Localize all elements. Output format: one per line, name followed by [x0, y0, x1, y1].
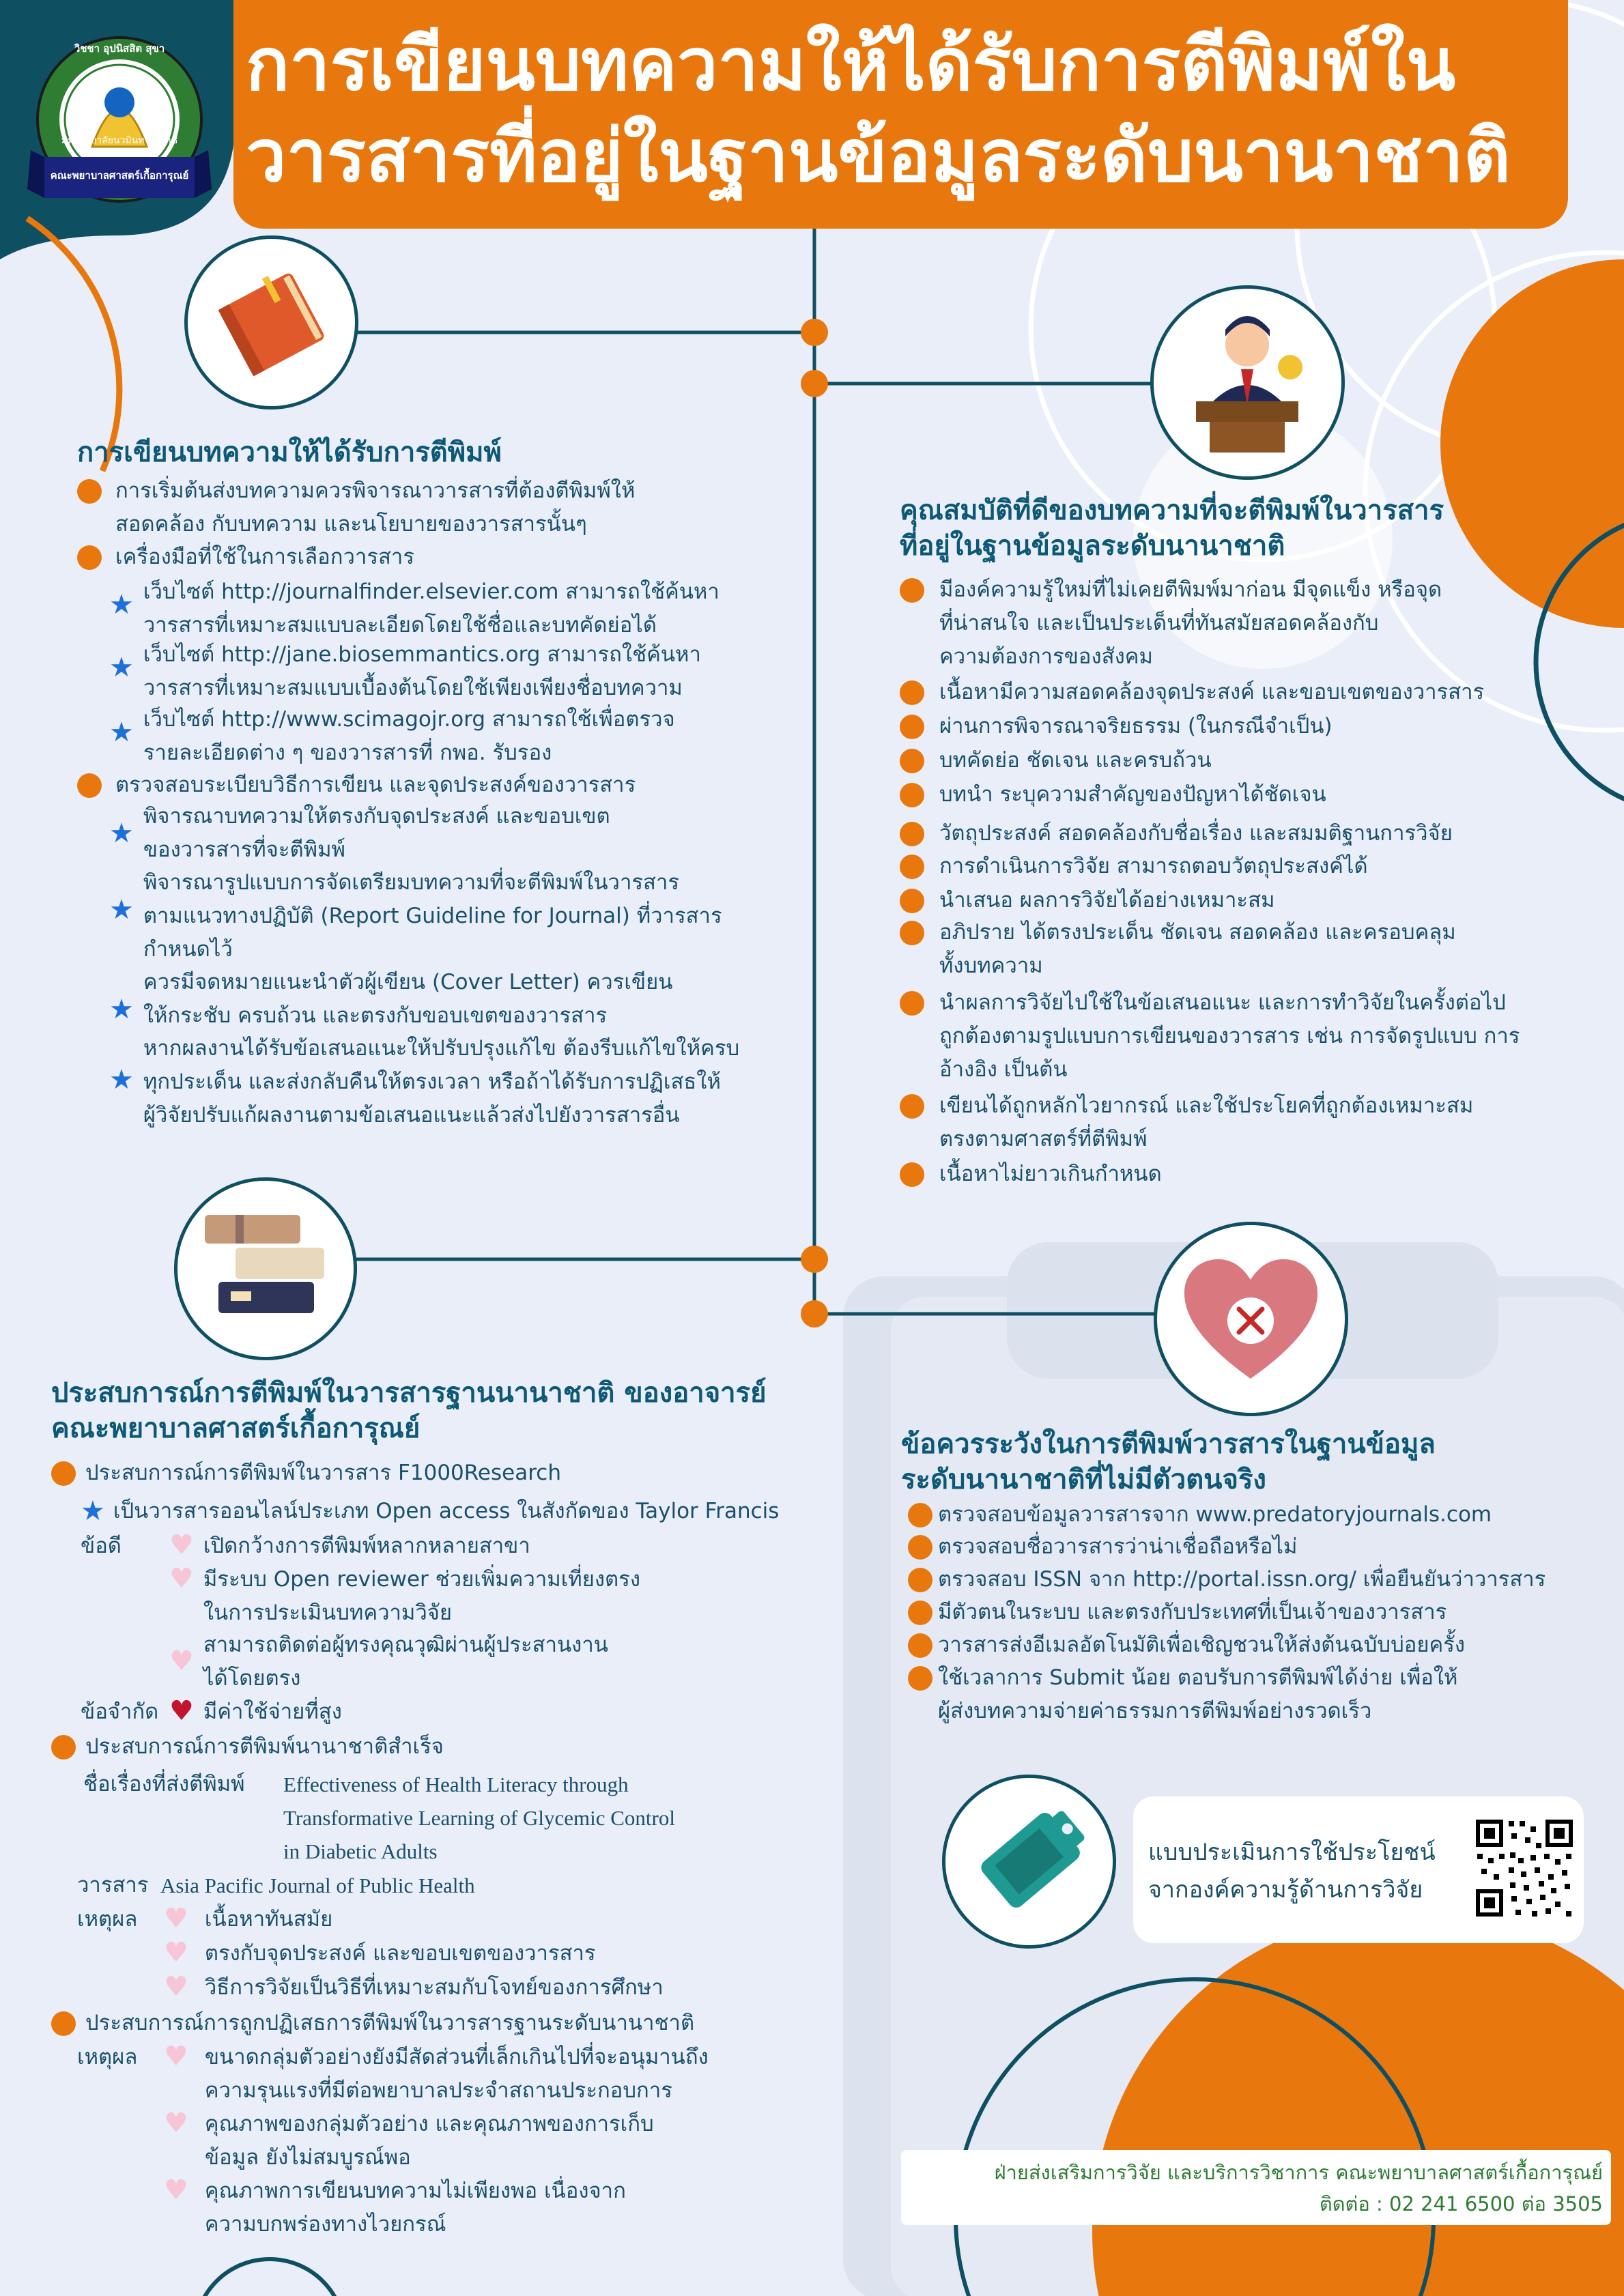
bullet-dot-icon	[908, 1503, 932, 1527]
list-item: ★ เว็บไซต์ http://journalfinder.elsevier.com สามารถใช้ค้นหา วารสารที่เหมาะสมแบบละเอียดโดยใช้ชื่อและบทคัดย่อได้	[109, 579, 720, 637]
bullet-dot-icon	[900, 578, 924, 603]
star-icon: ★	[81, 1495, 105, 1527]
advantages-label: ข้อดี	[81, 1534, 122, 1558]
logo-emblem-icon	[24, 31, 215, 222]
journal-name: Asia Pacific Journal of Public Health	[160, 1874, 475, 1897]
survey-box[interactable]	[1133, 1796, 1584, 1943]
bullet-dot-icon	[900, 1094, 924, 1119]
bullet-dot-icon	[900, 680, 924, 705]
heart-icon: ♥	[169, 1530, 194, 1561]
list-item: ประสบการณ์การตีพิมพ์นานาชาติสำเร็จ	[51, 1730, 802, 1764]
survey-text: แบบประเมินการใช้ประโยชน์ จากองค์ความรู้ด้านการวิจัย	[1148, 1839, 1436, 1904]
list-item: ♥ ตรงกับจุดประสงค์ และขอบเขตของวารสาร	[164, 1937, 596, 1968]
broken-heart-icon	[1154, 1222, 1348, 1416]
list-item: ตรวจสอบข้อมูลวารสารจาก www.predatoryjournals.com	[908, 1498, 1591, 1532]
list-item: ♥ เปิดกว้างการตีพิมพ์หลากหลายสาขา	[169, 1530, 530, 1561]
bullet-dot-icon	[900, 715, 924, 739]
star-icon: ★	[109, 894, 134, 925]
bullet-dot-icon	[77, 545, 102, 570]
list-item: ★ พิจารณาบทความให้ตรงกับจุดประสงค์ และขอบเขต ของวารสารที่จะตีพิมพ์	[109, 804, 610, 862]
bullet-dot-icon	[77, 773, 102, 798]
list-item: ♥ คุณภาพของกลุ่มตัวอย่าง และคุณภาพของการเก็บ ข้อมูล ยังไม่สมบูรณ์พอ	[164, 2108, 654, 2170]
bullet-dot-icon	[908, 1666, 932, 1691]
list-item: การเริ่มต้นส่งบทความควรพิจารณาวารสารที่ต้องตีพิมพ์ให้ สอดคล้อง กับบทความ และนโยบายของวารสารนั้นๆ	[77, 474, 794, 541]
list-item: ♥ วิธีการวิจัยเป็นวิธีที่เหมาะสมกับโจทย์ของการศึกษา	[164, 1971, 664, 2003]
list-item: บทคัดย่อ ชัดเจน และครบถ้วน	[900, 744, 1582, 777]
star-icon: ★	[109, 589, 134, 620]
books-stack-icon	[174, 1177, 357, 1360]
paper-title: Effectiveness of Health Literacy through Transformative Learning of Glycemic Control in Diabetic Adults	[283, 1773, 675, 1863]
list-item: ★ พิจารณารูปแบบการจัดเตรียมบทความที่จะตีพิมพ์ในวารสาร ตามแนวทางปฏิบัติ (Report Guideline for Journal) ที่วารสาร กำหนดไว้	[109, 870, 722, 962]
speaker-icon	[1150, 285, 1345, 480]
list-item: ใช้เวลาการ Submit น้อย ตอบรับการตีพิมพ์ได้ง่าย เพื่อให้ ผู้ส่งบทความจ่ายค่าธรรมการตีพิมพ์อย่างรวดเร็ว	[908, 1661, 1591, 1728]
list-item: นำเสนอ ผลการวิจัยได้อย่างเหมาะสม	[900, 884, 1582, 917]
list-item: ตรวจสอบ ISSN จาก http://portal.issn.org/ เพื่อยืนยันว่าวารสาร	[908, 1563, 1597, 1596]
footer-box	[901, 2150, 1611, 2225]
heart-icon: ♥	[169, 1646, 194, 1677]
heart-icon: ♥	[164, 2108, 188, 2139]
bullet-dot-icon	[900, 749, 924, 773]
star-icon: ★	[109, 994, 134, 1025]
bullet-dot-icon	[908, 1535, 932, 1560]
star-icon: ★	[109, 717, 134, 748]
section-writing-heading: การเขียนบทความให้ได้รับการตีพิมพ์	[77, 437, 502, 468]
list-item: ★ หากผลงานได้รับข้อเสนอแนะให้ปรับปรุงแก้ไข ต้องรีบแก้ไขให้ครบ ทุกประเด็น และส่งกลับคืนให้ตรงเวลา หรือถ้าได้รับการปฏิเสธให้ ผู้วิจัยปรับแก้ผลงานตามข้อเสนอแนะแล้วส่งไปยังวารสารอื่น	[109, 1036, 740, 1128]
star-icon: ★	[109, 1064, 134, 1095]
limitations-label: ข้อจำกัด	[81, 1699, 159, 1724]
section-qualities-heading: คุณสมบัติที่ดีของบทความที่จะตีพิมพ์ในวารสาร ที่อยู่ในฐานข้อมูลระดับนานาชาติ	[900, 495, 1444, 562]
list-item: การดำเนินการวิจัย สามารถตอบวัตถุประสงค์ได้	[900, 850, 1582, 883]
timeline-node	[801, 319, 828, 346]
list-item: ★ เป็นวารสารออนไลน์ประเภท Open access ในสังกัดของ Taylor Francis	[81, 1495, 780, 1527]
list-item: ♥ ขนาดกลุ่มตัวอย่างยังมีสัดส่วนที่เล็กเกินไปที่จะอนุมานถึง ความรุนแรงที่มีต่อพยาบาลประจำสถานประกอบการ	[164, 2041, 709, 2103]
qr-code-icon[interactable]	[1473, 1817, 1576, 1919]
list-item: ★ เว็บไซต์ http://www.scimagojr.org สามารถใช้เพื่อตรวจ รายละเอียดต่าง ๆ ของวารสารที่ กพอ. รับรอง	[109, 707, 675, 765]
paper-title-label: ชื่อเรื่องที่ส่งตีพิมพ์	[83, 1772, 245, 1796]
list-item: ♥ มีค่าใช้จ่ายที่สูง	[169, 1695, 342, 1727]
list-item: ★ เว็บไซต์ http://jane.biosemmantics.org สามารถใช้ค้นหา วารสารที่เหมาะสมแบบเบื้องต้นโดยใช้เพียงเพียงชื่อบทความ	[109, 642, 701, 700]
heart-icon: ♥	[164, 1971, 188, 2003]
usb-drive-icon	[942, 1775, 1116, 1949]
heart-icon: ♥	[164, 1937, 188, 1968]
faculty-logo: วิชชา อุปนิสสิต สุขา มหาวิทยาลัยนวมินทราธิราช คณะพยาบาลศาสตร์เกื้อการุณย์	[24, 31, 215, 222]
list-item: ผ่านการพิจารณาจริยธรรม (ในกรณีจำเป็น)	[900, 710, 1582, 743]
footer-org: ฝ่ายส่งเสริมการวิจัย และบริการวิชาการ คณะพยาบาลศาสตร์เกื้อการุณย์	[994, 2161, 1603, 2184]
list-item: ตรวจสอบระเบียบวิธีการเขียน และจุดประสงค์ของวารสาร	[77, 769, 794, 802]
section-experience-heading: ประสบการณ์การตีพิมพ์ในวารสารฐานนานาชาติ ของอาจารย์ คณะพยาบาลศาสตร์เกื้อการุณย์	[51, 1377, 767, 1444]
bullet-dot-icon	[908, 1568, 932, 1592]
broken-heart-small-icon: ♥	[169, 1695, 194, 1727]
list-item: เนื้อหาไม่ยาวเกินกำหนด	[900, 1158, 1582, 1191]
list-item: ♥ มีระบบ Open reviewer ช่วยเพิ่มความเที่ยงตรง ในการประเมินบทความวิจัย	[169, 1563, 640, 1625]
heart-icon: ♥	[169, 1563, 194, 1594]
list-item: วารสารส่งอีเมลอัตโนมัติเพื่อเชิญชวนให้ส่งต้นฉบับบ่อยครั้ง	[908, 1628, 1597, 1662]
reason-label: เหตุผล	[77, 2045, 138, 2069]
timeline-node	[801, 1246, 828, 1273]
bullet-dot-icon	[900, 822, 924, 846]
list-item: ประสบการณ์การถูกปฏิเสธการตีพิมพ์ในวารสารฐานระดับนานาชาติ	[51, 2007, 802, 2040]
bullet-dot-icon	[908, 1633, 932, 1658]
list-item: ★ ควรมีจดหมายแนะนำตัวผู้เขียน (Cover Letter) ควรเขียน ให้กระชับ ครบถ้วน และตรงกับขอบเขตของวารสาร	[109, 970, 673, 1028]
list-item: มีองค์ความรู้ใหม่ที่ไม่เคยตีพิมพ์มาก่อน มีจุดแข็ง หรือจุด ที่น่าสนใจ และเป็นประเด็นที่ทันสมัยสอดคล้องกับ ความต้องการของสังคม	[900, 573, 1582, 674]
timeline-node	[801, 1300, 828, 1328]
bullet-dot-icon	[77, 479, 102, 504]
footer-contact: ติดต่อ : 02 241 6500 ต่อ 3505	[1319, 2192, 1603, 2215]
list-item: บทนำ ระบุความสำคัญของปัญหาได้ชัดเจน	[900, 778, 1582, 812]
list-item: ประสบการณ์การตีพิมพ์ในวารสาร F1000Research	[51, 1456, 802, 1490]
bullet-dot-icon	[51, 2011, 76, 2036]
list-item: วัตถุประสงค์ สอดคล้องกับชื่อเรื่อง และสมมติฐานการวิจัย	[900, 817, 1610, 850]
list-item: ♥ คุณภาพการเขียนบทความไม่เพียงพอ เนื่องจาก ความบกพร่องทางไวยกรณ์	[164, 2175, 626, 2237]
star-icon: ★	[109, 818, 134, 849]
list-item: ♥ เนื้อหาทันสมัย	[164, 1903, 333, 1934]
section-caution-heading: ข้อควรระวังในการตีพิมพ์วารสารในฐานข้อมูล ระดับนานาชาติที่ไม่มีตัวตนจริง	[901, 1429, 1436, 1495]
heart-icon: ♥	[164, 2041, 188, 2072]
list-item: เนื้อหามีความสอดคล้องจุดประสงค์ และขอบเขตของวารสาร	[900, 676, 1610, 709]
star-icon: ★	[109, 652, 134, 683]
bullet-dot-icon	[900, 991, 924, 1016]
bullet-dot-icon	[900, 855, 924, 879]
bullet-dot-icon	[900, 1162, 924, 1187]
list-item: เครื่องมือที่ใช้ในการเลือกวารสาร	[77, 541, 794, 574]
reason-label: เหตุผล	[77, 1907, 138, 1932]
list-item: นำผลการวิจัยไปใช้ในข้อเสนอแนะ และการทำวิจัยในครั้งต่อไป ถูกต้องตามรูปแบบการเขียนของวารสาร เช่น การจัดรูปแบบ การ อ้างอิง เป็นต้น	[900, 986, 1623, 1087]
list-item: เขียนได้ถูกหลักไวยากรณ์ และใช้ประโยคที่ถูกต้องเหมาะสม ตรงตามศาสตร์ที่ตีพิมพ์	[900, 1089, 1610, 1156]
timeline-node	[801, 370, 828, 397]
bullet-dot-icon	[51, 1735, 76, 1760]
list-item: ♥ สามารถติดต่อผู้ทรงคุณวุฒิผ่านผู้ประสานงาน ได้โดยตรง	[169, 1633, 608, 1691]
bullet-dot-icon	[51, 1461, 76, 1486]
journal-label: วารสาร	[77, 1873, 149, 1897]
list-item: ตรวจสอบชื่อวารสารว่าน่าเชื่อถือหรือไม่	[908, 1530, 1591, 1564]
heart-icon: ♥	[164, 2175, 188, 2206]
bullet-dot-icon	[900, 783, 924, 807]
bullet-dot-icon	[908, 1601, 932, 1625]
list-item: อภิปราย ได้ตรงประเด็น ชัดเจน สอดคล้อง และครอบคลุม ทั้งบทความ	[900, 916, 1610, 983]
book-icon	[184, 235, 358, 410]
bullet-dot-icon	[900, 889, 924, 913]
bullet-dot-icon	[900, 921, 924, 945]
list-item: มีตัวตนในระบบ และตรงกับประเทศที่เป็นเจ้าของวารสาร	[908, 1596, 1591, 1629]
page-title: การเขียนบทความให้ได้รับการตีพิมพ์ใน วารสารที่อยู่ในฐานข้อมูลระดับนานาชาติ	[246, 23, 1511, 198]
heart-icon: ♥	[164, 1903, 188, 1934]
